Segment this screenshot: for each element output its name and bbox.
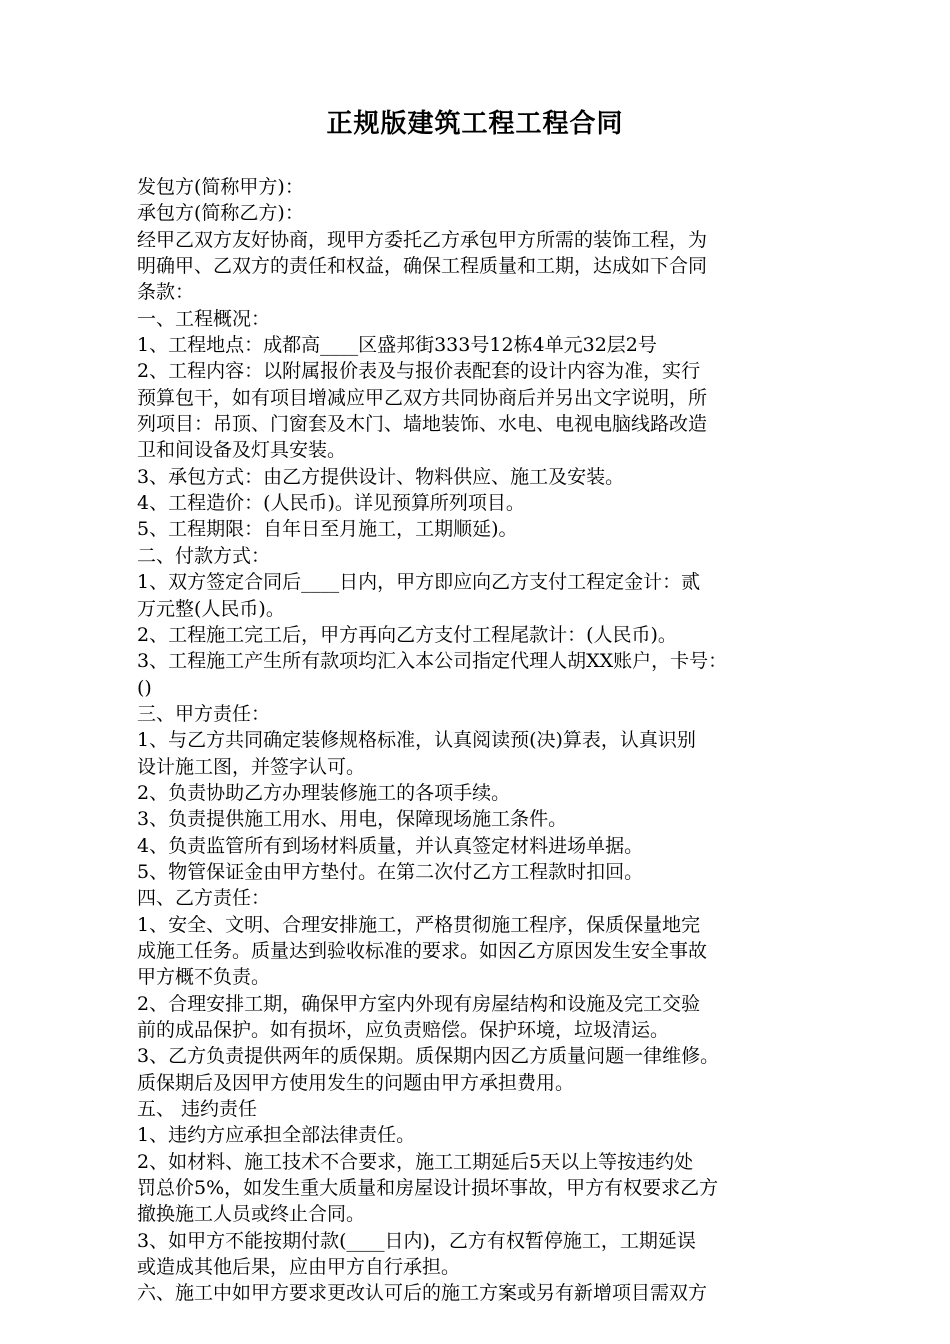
document-line: 罚总价5%，如发生重大质量和房屋设计损坏事故，甲方有权要求乙方 bbox=[137, 1177, 719, 1200]
document-line: 2、负责协助乙方办理装修施工的各项手续。 bbox=[137, 781, 511, 804]
document-line: 万元整(人民币)。 bbox=[137, 597, 285, 620]
document-line: 1、工程地点：成都高____区盛邦街333号12栋4单元32层2号 bbox=[137, 334, 657, 357]
document-line: 2、如材料、施工技术不合要求，施工工期延后5天以上等按违约处 bbox=[137, 1150, 694, 1173]
document-line: 1、双方签定合同后____日内，甲方即应向乙方支付工程定金计：贰 bbox=[137, 571, 701, 594]
document-line: 1、安全、文明、合理安排施工，严格贯彻施工程序，保质保量地完 bbox=[137, 913, 701, 936]
document-line: 1、与乙方共同确定装修规格标准，认真阅读预(决)算表，认真识别 bbox=[137, 729, 696, 752]
document-line: 3、如甲方不能按期付款(____日内)，乙方有权暂停施工，工期延误 bbox=[137, 1229, 696, 1252]
document-line: 3、乙方负责提供两年的质保期。质保期内因乙方质量问题一律维修。 bbox=[137, 1045, 720, 1068]
document-line: 成施工任务。质量达到验收标准的要求。如因乙方原因发生安全事故 bbox=[137, 939, 708, 962]
document-line: () bbox=[137, 676, 152, 699]
document-line: 列项目：吊顶、门窗套及木门、墙地装饰、水电、电视电脑线路改造 bbox=[137, 413, 708, 436]
document-line: 前的成品保护。如有损坏，应负责赔偿。保护环境，垃圾清运。 bbox=[137, 1019, 670, 1041]
document-line: 2、工程内容：以附属报价表及与报价表配套的设计内容为准，实行 bbox=[137, 360, 701, 383]
document-line: 二、付款方式： bbox=[137, 544, 271, 567]
document-line: 三、甲方责任： bbox=[137, 702, 271, 725]
document-line: 一、工程概况： bbox=[137, 307, 271, 330]
document-line: 4、工程造价：(人民币)。详见预算所列项目。 bbox=[137, 492, 525, 515]
document-line: 质保期后及因甲方使用发生的问题由甲方承担费用。 bbox=[137, 1071, 575, 1094]
document-line: 4、负责监管所有到场材料质量，并认真签定材料进场单据。 bbox=[137, 834, 644, 857]
document-line: 设计施工图，并签字认可。 bbox=[137, 755, 366, 778]
document-title: 正规版建筑工程工程合同 bbox=[326, 109, 624, 139]
document-line: 六、施工中如甲方要求更改认可后的施工方案或另有新增项目需双方 bbox=[137, 1282, 708, 1305]
document-line: 3、负责提供施工用水、用电，保障现场施工条件。 bbox=[137, 808, 568, 831]
document-line: 条款： bbox=[137, 281, 195, 304]
document-line: 四、乙方责任： bbox=[137, 887, 271, 910]
document-body bbox=[137, 174, 837, 1307]
document-line: 2、合理安排工期，确保甲方室内外现有房屋结构和设施及完工交验 bbox=[137, 992, 701, 1015]
document-line: 卫和间设备及灯具安装。 bbox=[137, 439, 347, 462]
document-line: 3、承包方式：由乙方提供设计、物料供应、施工及安装。 bbox=[137, 465, 625, 488]
document-line: 预算包干，如有项目增减应甲乙双方共同协商后并另出文字说明，所 bbox=[137, 386, 708, 409]
document-line: 五、 违约责任 bbox=[137, 1098, 258, 1121]
document-line: 5、物管保证金由甲方垫付。在第二次付乙方工程款时扣回。 bbox=[137, 860, 644, 883]
document-line: 经甲乙双方友好协商，现甲方委托乙方承包甲方所需的装饰工程，为 bbox=[137, 228, 708, 251]
document-line: 1、违约方应承担全部法律责任。 bbox=[137, 1124, 416, 1147]
document-line: 或造成其他后果，应由甲方自行承担。 bbox=[137, 1256, 461, 1279]
document-line: 发包方(简称甲方)： bbox=[137, 176, 304, 198]
document-line: 甲方概不负责。 bbox=[137, 966, 271, 989]
document-line: 承包方(简称乙方)： bbox=[137, 202, 304, 225]
document-line: 2、工程施工完工后，甲方再向乙方支付工程尾款计：(人民币)。 bbox=[137, 623, 677, 646]
document-line: 3、工程施工产生所有款项均汇入本公司指定代理人胡XX账户，卡号： bbox=[137, 650, 728, 673]
document-line: 明确甲、乙双方的责任和权益，确保工程质量和工期，达成如下合同 bbox=[137, 255, 708, 278]
document-line: 撤换施工人员或终止合同。 bbox=[137, 1203, 366, 1226]
document-line: 5、工程期限：自年日至月施工，工期顺延)。 bbox=[137, 518, 518, 541]
